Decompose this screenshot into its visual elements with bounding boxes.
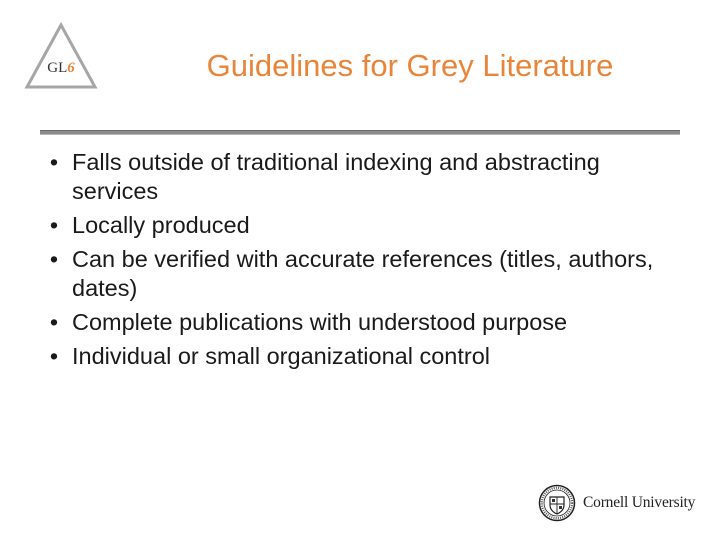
- bullet-list: [44, 148, 684, 376]
- bullet-item: [44, 148, 684, 206]
- bullet-text: Can be verified with accurate references (titles, authors, dates): [72, 246, 654, 301]
- bullet-text: Complete publications with understood purpose: [72, 309, 568, 335]
- bullet-dot-icon: •: [49, 149, 59, 175]
- gl6-logo: [24, 22, 98, 90]
- bullet-text: Individual or small organizational control: [72, 343, 490, 369]
- bullet-dot-icon: •: [49, 246, 59, 272]
- gl6-logo-text: [24, 60, 98, 77]
- triangle-logo-icon: [24, 22, 98, 90]
- cornell-seal-icon: [538, 484, 576, 522]
- slide-title: Guidelines for Grey Literature: [206, 48, 614, 83]
- bullet-text: Falls outside of traditional indexing and abstracting services: [72, 149, 600, 204]
- bullet-item: [44, 245, 684, 303]
- bullet-item: [44, 308, 684, 337]
- cornell-footer-logo: [538, 484, 696, 524]
- bullet-dot-icon: •: [49, 343, 59, 369]
- bullet-text: Locally produced: [72, 212, 250, 238]
- bullet-dot-icon: •: [49, 212, 59, 238]
- institution-name: Cornell University: [583, 494, 696, 511]
- bullet-item: [44, 342, 684, 371]
- title-divider: [40, 130, 680, 135]
- bullet-dot-icon: •: [49, 309, 59, 335]
- gl-logo-number: 6: [67, 60, 75, 76]
- bullet-item: [44, 211, 684, 240]
- gl-logo-prefix: GL: [47, 60, 68, 76]
